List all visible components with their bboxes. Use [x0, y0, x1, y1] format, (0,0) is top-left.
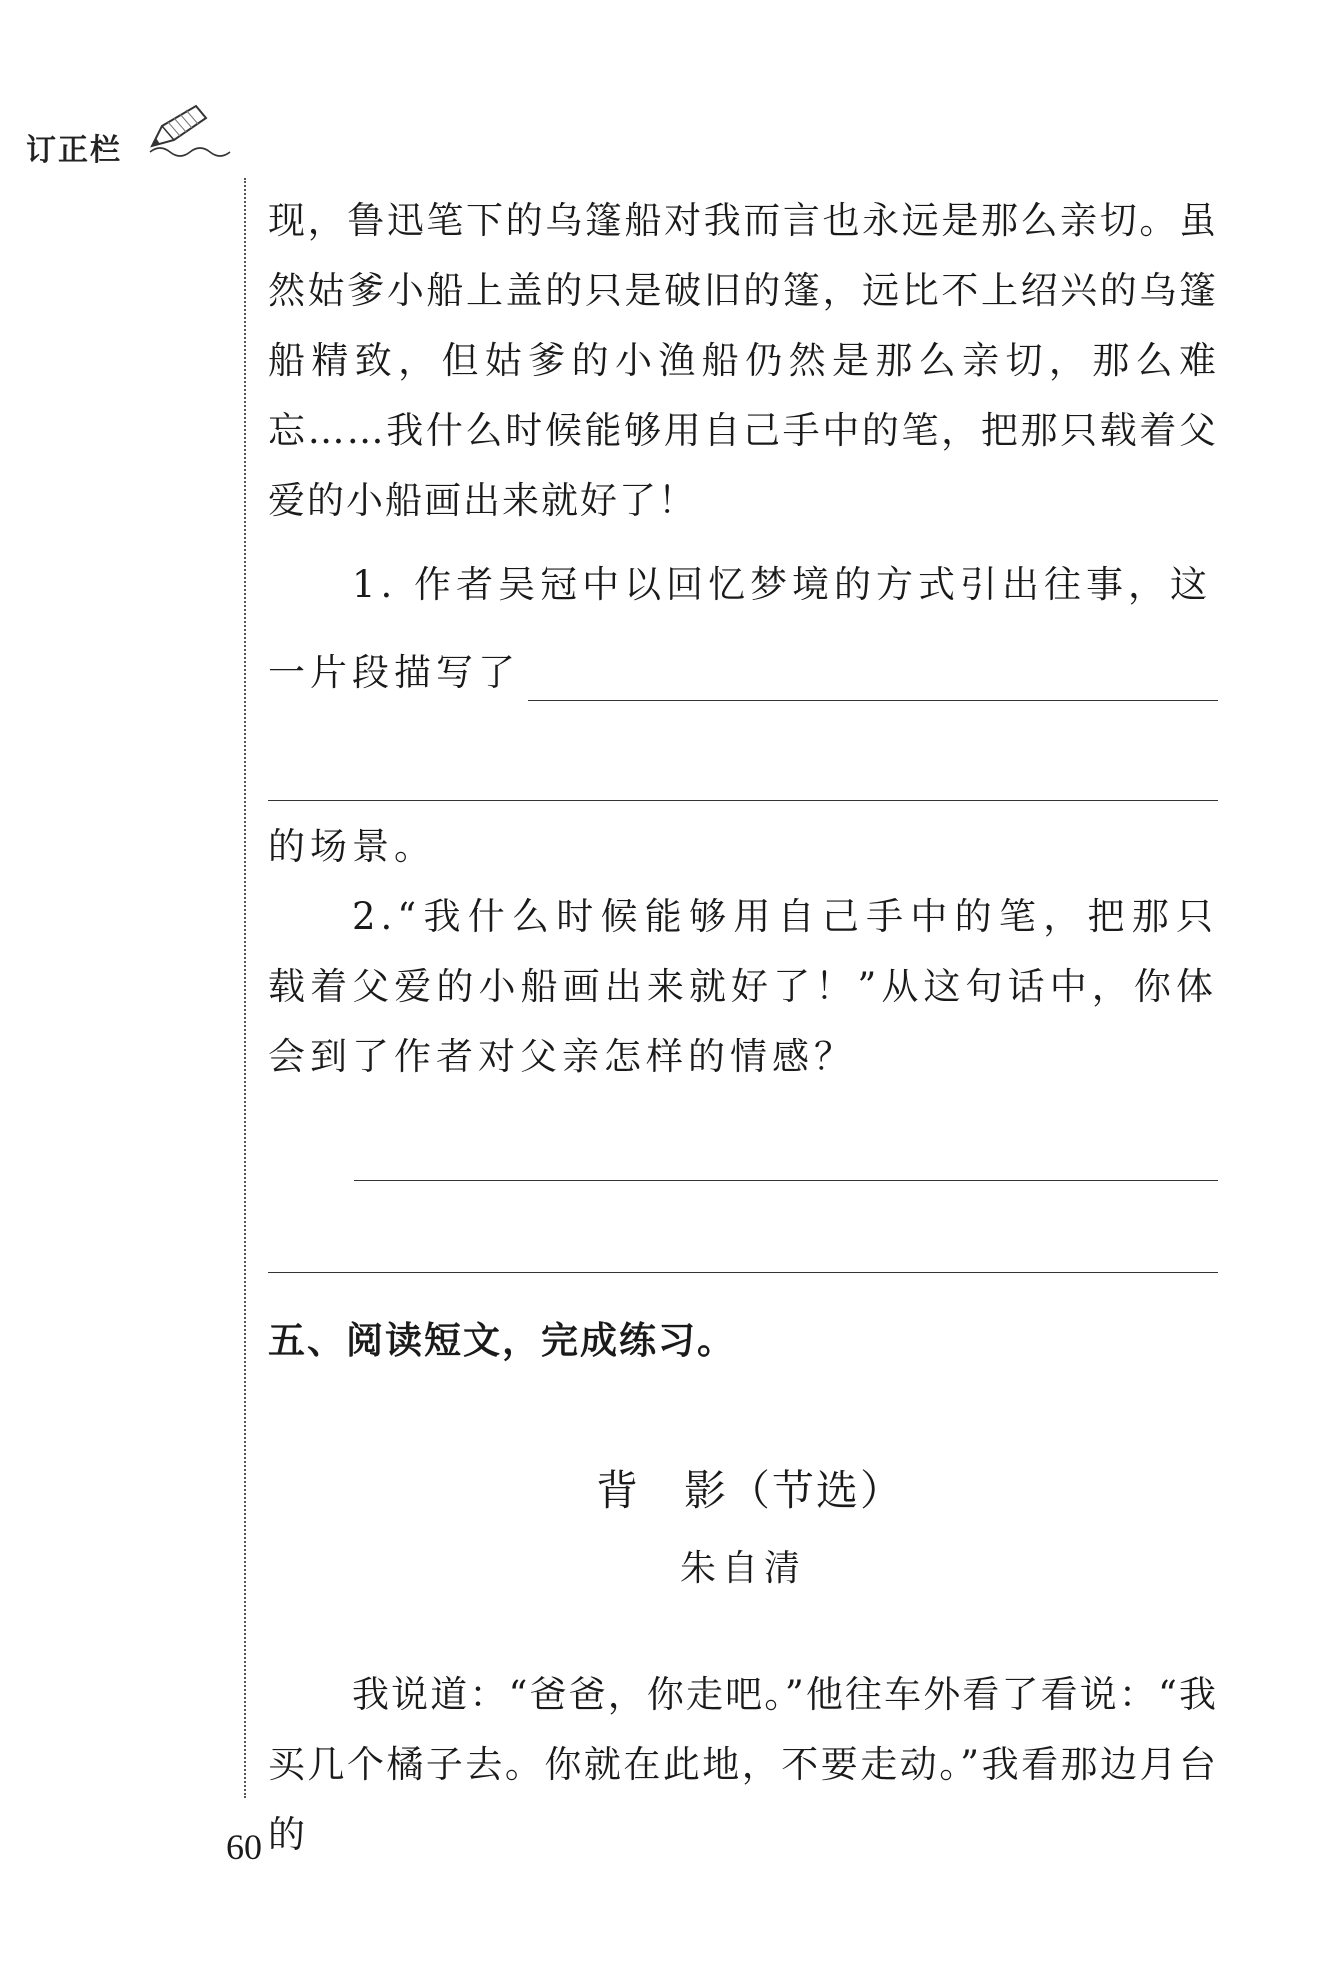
margin-divider — [244, 178, 246, 1798]
article-title: 背 影（节选） — [596, 1466, 905, 1515]
answer-line-1a[interactable] — [528, 700, 1218, 701]
answer-line-2a[interactable] — [354, 1180, 1218, 1181]
article-body-text: 我说道：“爸爸，你走吧。”他往车外看了看说：“我买几个橘子去。你就在此地，不要走动。”我看那边月台的 — [268, 1673, 1218, 1856]
question-2-text: 2.“我什么时候能够用自己手中的笔，把那只载着父爱的小船画出来就好了！”从这句话中，你体会到了作者对父亲怎样的情感？ — [268, 895, 1218, 1078]
passage-tail — [268, 186, 1218, 536]
question-1 — [268, 550, 1218, 620]
question-1-line-2: 一片段描写了 — [268, 651, 520, 694]
correction-column-label: 订正栏 — [26, 133, 122, 168]
page-number: 60 — [226, 1827, 262, 1867]
question-1-tail-wrap — [268, 812, 1218, 882]
question-1-line-1: 1. 作者吴冠中以回忆梦境的方式引出往事，这 — [352, 563, 1213, 606]
passage-tail-text: 现，鲁迅笔下的乌篷船对我而言也永远是那么亲切。虽然姑爹小船上盖的只是破旧的篷，远比不上绍兴的乌篷船精致，但姑爹的小渔船仍然是那么亲切，那么难忘……我什么时候能够用自己手中的笔，把那只载着父爱的小船画出来就好了！ — [268, 199, 1218, 522]
section-5-heading: 五、阅读短文，完成练习。 — [268, 1319, 736, 1362]
question-1-tail: 的场景。 — [268, 825, 436, 868]
answer-line-2b[interactable] — [268, 1272, 1218, 1273]
article-body — [268, 1660, 1218, 1870]
question-1-line-2-wrap — [268, 638, 520, 708]
pencil-icon — [140, 100, 240, 162]
article-author: 朱自清 — [680, 1548, 807, 1589]
answer-line-1b[interactable] — [268, 800, 1218, 801]
question-2 — [268, 882, 1218, 1092]
